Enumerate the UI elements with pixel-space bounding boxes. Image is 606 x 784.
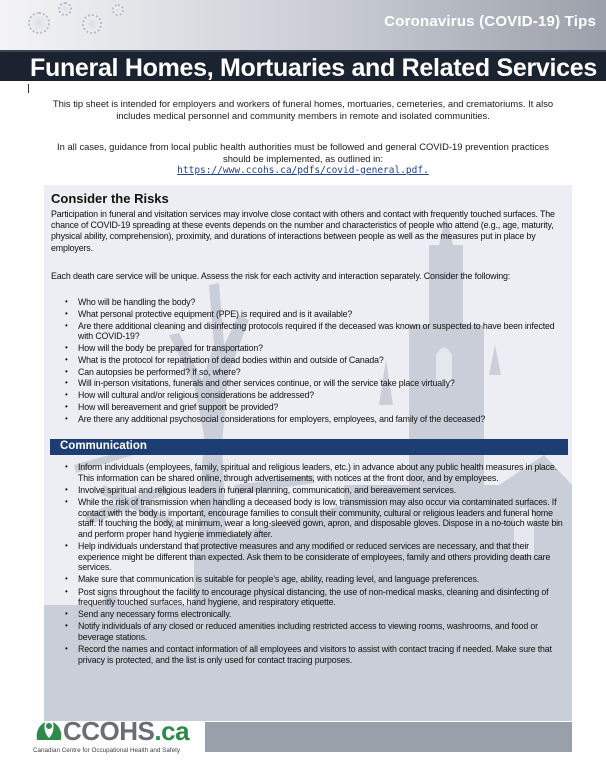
communication-heading-bar (50, 439, 568, 455)
risks-assess-paragraph: Each death care service will be unique. Assess the risk for each activity and interaction separately. Consider the following: (51, 271, 511, 281)
list-item: • Are there additional cleaning and disinfecting protocols required if the deceased was known or suspected to have been infected with COVID-19? (58, 321, 564, 342)
list-item: • While the risk of transmission when handling a deceased body is low, transmission may also occur via contaminated surfaces. If contact with the body is important, encourage families to consult their community, cultural or religious leaders and funeral home staff. If touching the body, at minimum, wear a long-sleeved gown, apron, and disposable gloves. Dispose in a no-touch waste bin and perform proper hand hygiene immediately after. (58, 497, 568, 539)
list-item: • Are there any additional psychosocial considerations for employers, employees, and family of the deceased? (58, 414, 564, 425)
ccohs-leaf-icon (33, 718, 65, 744)
text-cursor (28, 84, 29, 93)
list-item: • Make sure that communication is suitable for people’s age, ability, reading level, and language preferences. (58, 574, 568, 585)
page-title: Funeral Homes, Mortuaries and Related Services (30, 54, 597, 82)
footer-gray-bar (205, 722, 572, 752)
list-item: • What personal protective equipment (PPE) is required and is it available? (58, 309, 564, 320)
virus-icon (112, 4, 124, 16)
communication-list (58, 462, 568, 667)
risks-heading: Consider the Risks (51, 191, 169, 206)
virus-icon (58, 2, 72, 16)
list-item: • Help individuals understand that protective measures and any modified or reduced services are necessary, and that their experience might be different than expected. Ask them to be considerate of employees, family and others providing death care services. (58, 541, 568, 573)
logo-ca-text: .ca (154, 716, 190, 746)
title-bar (0, 50, 606, 81)
header-band (0, 0, 606, 50)
list-item: • Involve spiritual and religious leaders in funeral planning, communication, and bereavement services. (58, 485, 568, 496)
list-item: • How will the body be prepared for transportation? (58, 343, 564, 354)
risks-intro-paragraph: Participation in funeral and visitation services may involve close contact with others and contact with frequently touched surfaces. The chance of COVID-19 spreading at these events depends on the number and characteristics of people who attend (e.g., age, maturity, physical ability, comprehension), proximity, and durations of interactions between people as well as the measures put in place by employers. (51, 209, 555, 253)
main-panel (44, 185, 572, 721)
panel-content (44, 185, 572, 721)
virus-icon (28, 12, 50, 34)
list-item: • Post signs throughout the facility to encourage physical distancing, the use of non-medical masks, cleaning and disinfecting of frequently touched surfaces, hand hygiene, and respiratory etiquette. (58, 587, 568, 608)
list-item: • Can autopsies be performed? If so, where? (58, 367, 564, 378)
tips-label: Coronavirus (COVID-19) Tips (384, 13, 596, 30)
list-item: • Who will be handling the body? (58, 297, 564, 308)
list-item: • Inform individuals (employees, family, spiritual and religious leaders, etc.) in advance about any public health measures in place. This information can be shared online, through advertisements, with notices at the front door, and by employees. (58, 462, 568, 483)
logo-subtitle: Canadian Centre for Occupational Health and Safety (33, 747, 181, 754)
intro-paragraph: This tip sheet is intended for employers and workers of funeral homes, mortuaries, cemeteries, and crematoriums. It also includes medical personnel and community members in remote and isolated communities. (52, 98, 554, 121)
list-item: • How will bereavement and grief support be provided? (58, 402, 564, 413)
logo-main-text: CCOHS (63, 716, 155, 746)
ccohs-wordmark (63, 716, 189, 747)
list-item: • Record the names and contact information of all employees and visitors to assist with contact tracing if needed. Make sure that privacy is protected, and the list is only used for contact tracing purposes. (58, 644, 568, 665)
guidance-link[interactable]: https://www.ccohs.ca/pdfs/covid-general.pdf (177, 165, 424, 176)
virus-icon (82, 14, 102, 34)
list-item: • Will in-person visitations, funerals and other services continue, or will the service take place virtually? (58, 378, 564, 389)
list-item: • How will cultural and/or religious considerations be addressed? (58, 390, 564, 401)
communication-heading: Communication (60, 440, 147, 452)
link-period: . (423, 165, 429, 176)
list-item: • Notify individuals of any closed or reduced amenities including restricted access to viewing rooms, washrooms, and food or beverage stations. (58, 621, 568, 642)
list-item: • Send any necessary forms electronically. (58, 609, 568, 620)
risk-question-list (58, 297, 564, 425)
list-item: • What is the protocol for repatriation of dead bodies within and outside of Canada? (58, 355, 564, 366)
guidance-paragraph: In all cases, guidance from local public health authorities must be followed and general COVID-19 prevention practices should be implemented, as outlined in: (57, 141, 549, 164)
guidance-link-line (0, 165, 606, 176)
